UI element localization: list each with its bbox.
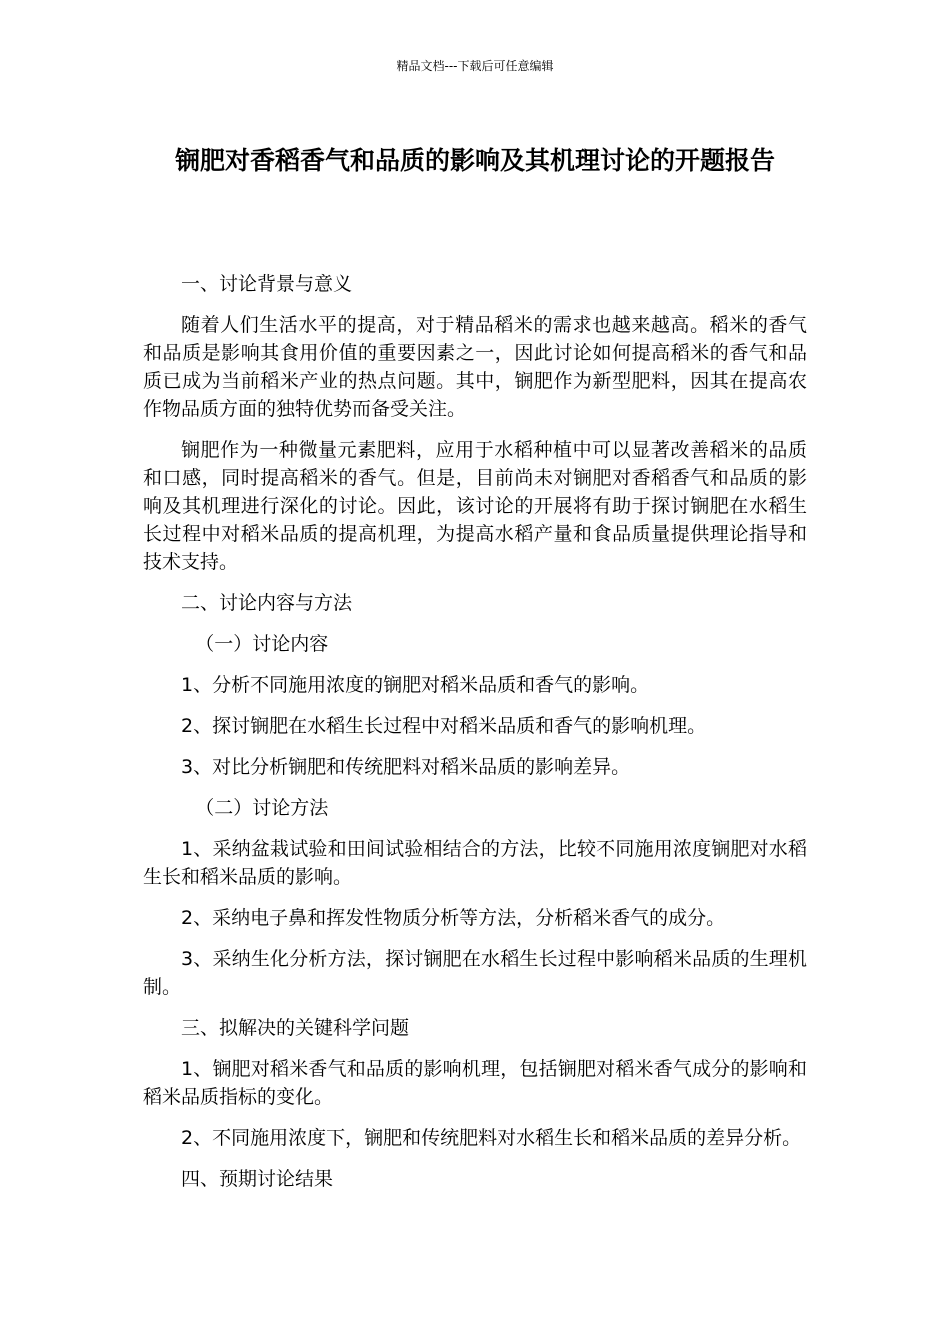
subheading-methods: （二）讨论方法 — [195, 797, 329, 819]
paragraph-background-1: 随着人们生活水平的提高，对于精品稻米的需求也越来越高。稻米的香气和品质是影响其食用价值的重要因素之一，因此讨论如何提高稻米的香气和品质已成为当前稻米产业的热点问题。其中，锎肥作为新型肥料，因其在提高农作物品质方面的独特优势而备受关注。 — [143, 314, 807, 420]
document-title: 锎肥对香稻香气和品质的影响及其机理讨论的开题报告 — [174, 146, 775, 175]
subheading-content: （一）讨论内容 — [195, 633, 329, 655]
method-item-2: 2、采纳电子鼻和挥发性物质分析等方法，分析稻米香气的成分。 — [181, 907, 726, 929]
section-heading-content-methods: 二、讨论内容与方法 — [181, 592, 353, 614]
content-item-1: 1、分析不同施用浓度的锎肥对稻米品质和香气的影响。 — [181, 674, 650, 696]
section-heading-expected-results: 四、预期讨论结果 — [181, 1168, 334, 1190]
method-item-1: 1、采纳盆栽试验和田间试验相结合的方法，比较不同施用浓度锎肥对水稻生长和稻米品质的影响。 — [143, 838, 807, 888]
method-item-3: 3、采纳生化分析方法，探讨锎肥在水稻生长过程中影响稻米品质的生理机制。 — [143, 948, 807, 998]
key-problem-1: 1、锎肥对稻米香气和品质的影响机理，包括锎肥对稻米香气成分的影响和稻米品质指标的变化。 — [143, 1058, 807, 1108]
paragraph-background-2: 锎肥作为一种微量元素肥料，应用于水稻种植中可以显著改善稻米的品质和口感，同时提高稻米的香气。但是，目前尚未对锎肥对香稻香气和品质的影响及其机理进行深化的讨论。因此，该讨论的开展将有助于探讨锎肥在水稻生长过程中对稻米品质的提高机理，为提高水稻产量和食品质量提供理论指导和技术支持。 — [143, 439, 807, 573]
content-item-2: 2、探讨锎肥在水稻生长过程中对稻米品质和香气的影响机理。 — [181, 715, 707, 737]
document-body — [143, 270, 807, 1206]
section-heading-key-problems: 三、拟解决的关键科学问题 — [181, 1017, 410, 1039]
page-header: 精品文档---下载后可任意编辑 — [396, 59, 554, 73]
content-item-3: 3、对比分析锎肥和传统肥料对稻米品质的影响差异。 — [181, 756, 631, 778]
section-heading-background: 一、讨论背景与意义 — [181, 273, 353, 295]
key-problem-2: 2、不同施用浓度下，锎肥和传统肥料对水稻生长和稻米品质的差异分析。 — [181, 1127, 802, 1149]
